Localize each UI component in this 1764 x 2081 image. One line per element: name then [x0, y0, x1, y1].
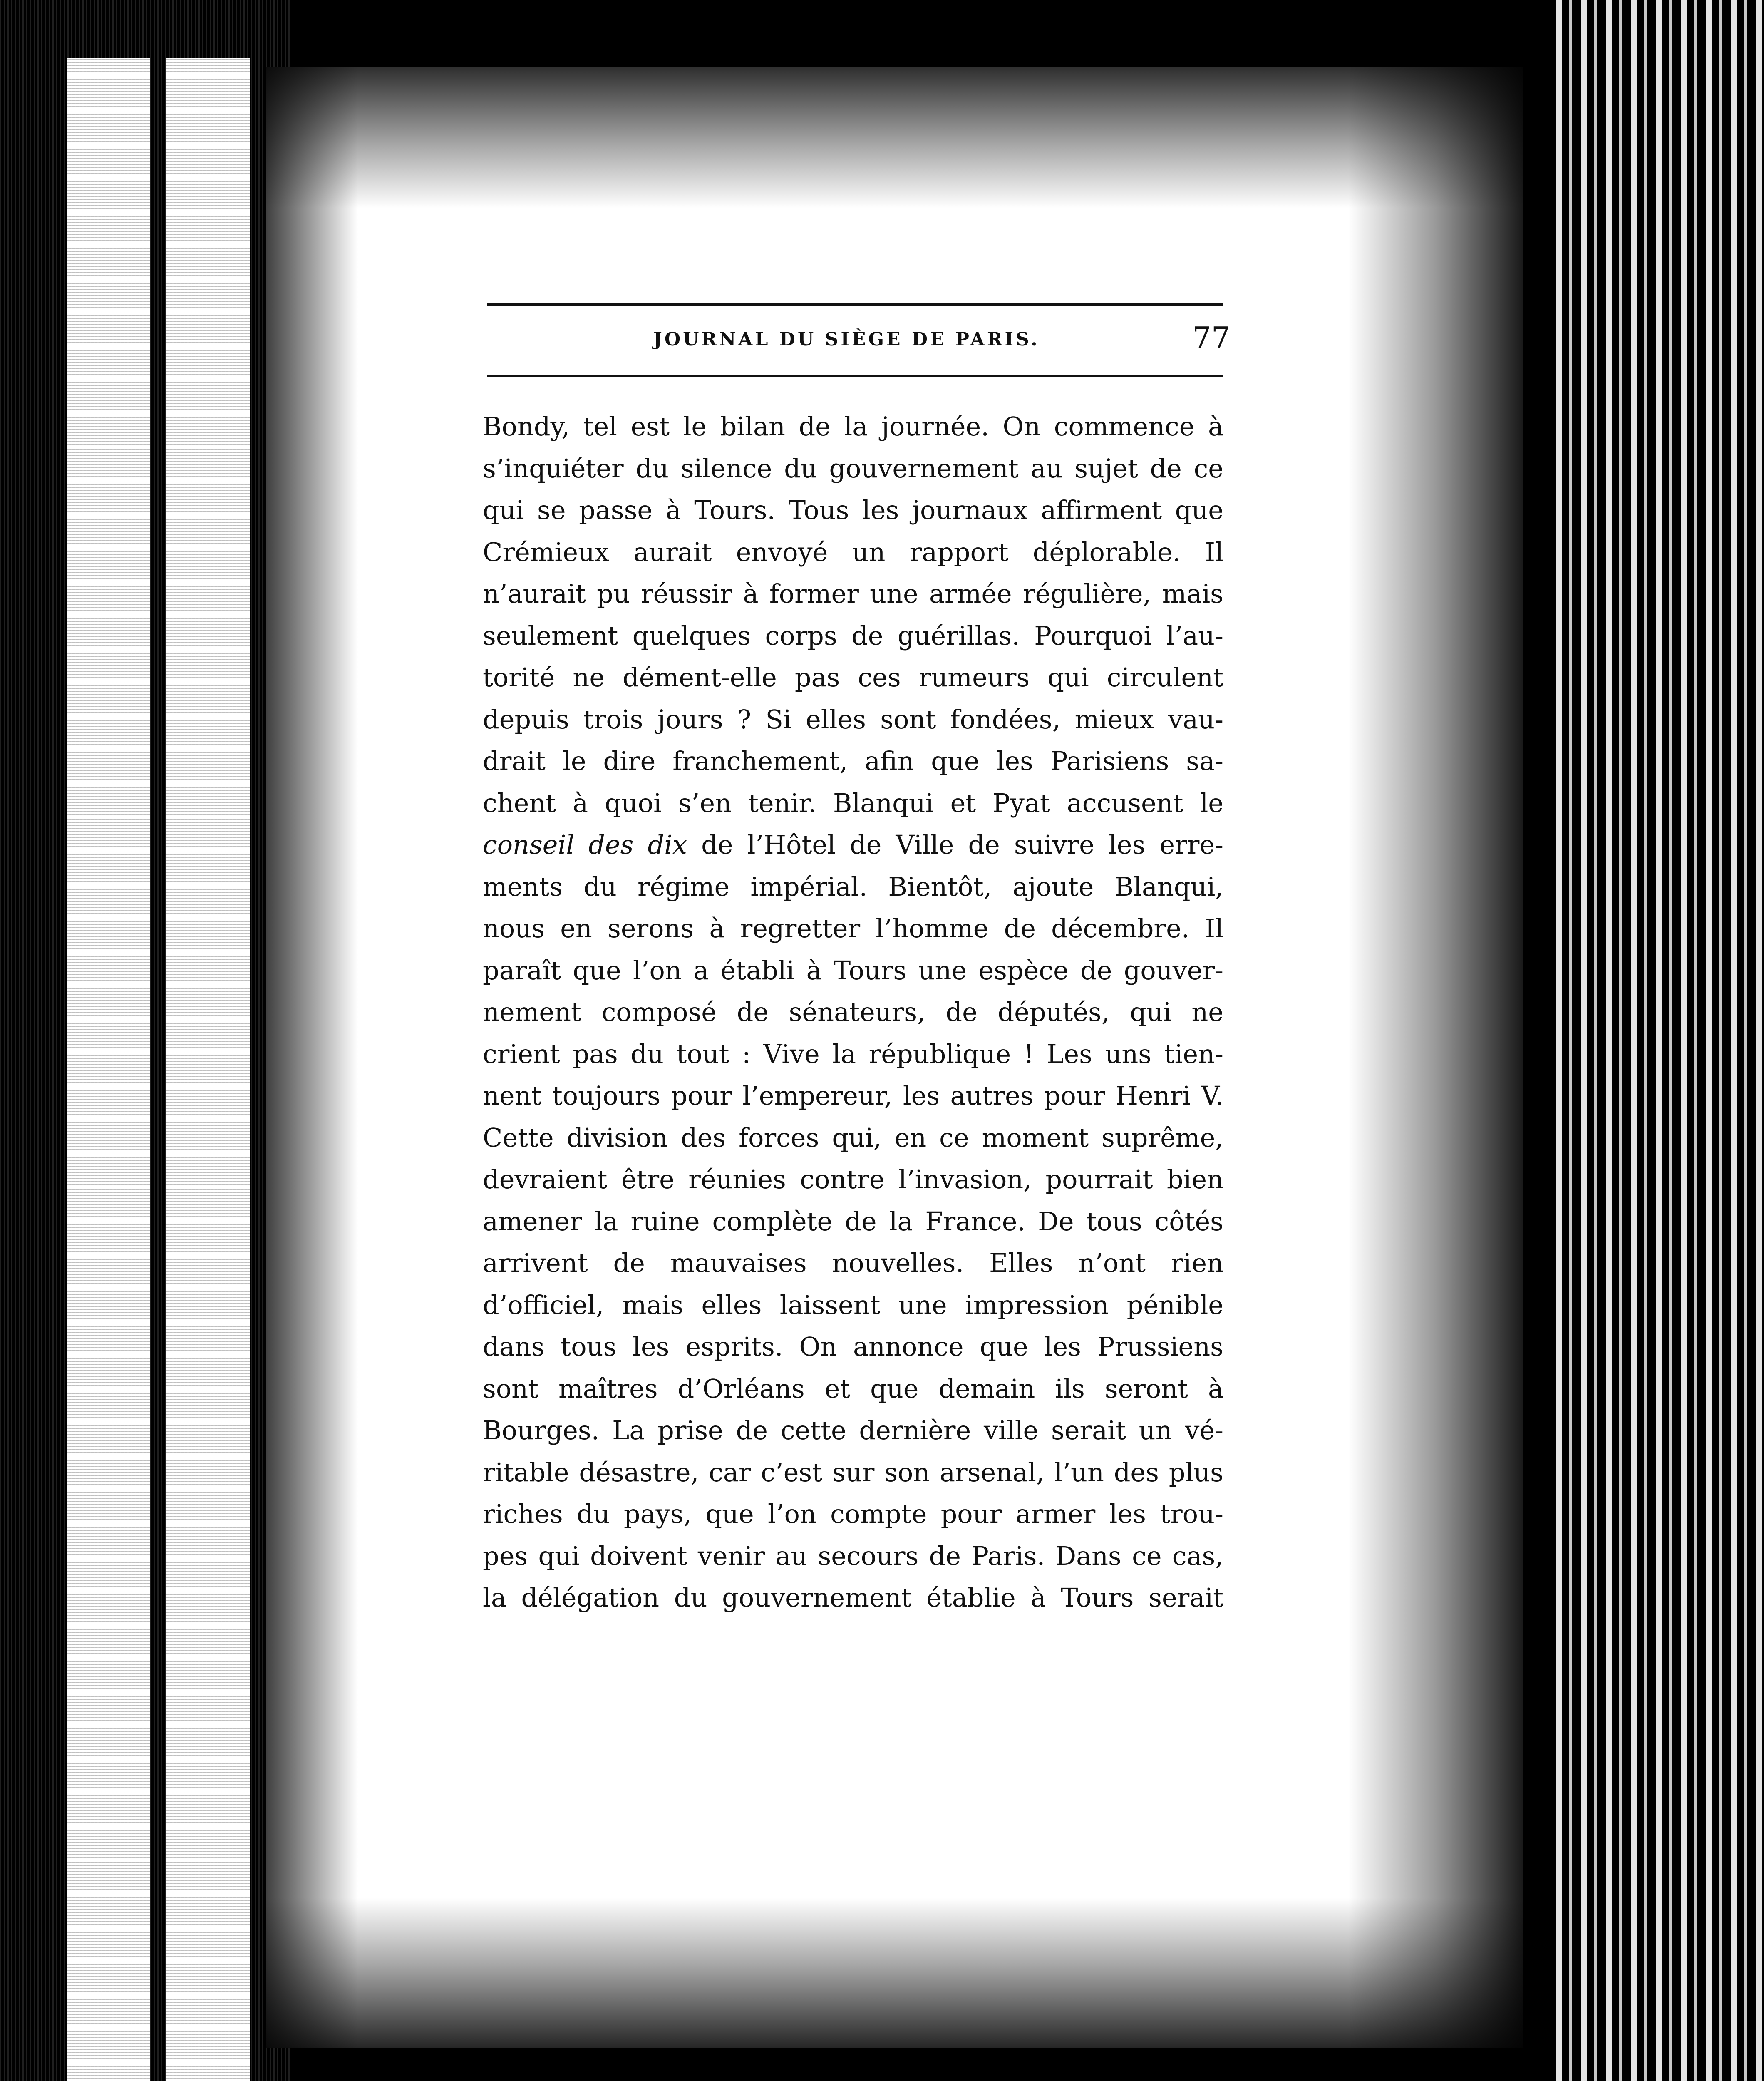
- text-line: devraient être réunies contre l’invasion, pourrait bien: [483, 1164, 1223, 1194]
- text-line: seulement quelques corps de guérillas. Pourquoi l’au-: [483, 620, 1223, 651]
- text-line: la délégation du gouvernement établie à Tours serait: [483, 1582, 1223, 1613]
- header-rule-bottom: [487, 375, 1223, 377]
- text-line: dans tous les esprits. On annonce que les Prussiens: [483, 1331, 1223, 1362]
- text-line: crient pas du tout : Vive la république ! Les uns tien-: [483, 1038, 1223, 1069]
- text-line: chent à quoi s’en tenir. Blanqui et Pyat accusent le: [483, 787, 1223, 818]
- text-line: s’inquiéter du silence du gouvernement au sujet de ce: [483, 453, 1223, 484]
- text-line: ments du régime impérial. Bientôt, ajoute Blanqui,: [483, 871, 1223, 902]
- running-head: JOURNAL DU SIÈGE DE PARIS.: [653, 329, 1040, 350]
- text-line: nous en serons à regretter l’homme de décembre. Il: [483, 913, 1223, 944]
- text-line: qui se passe à Tours. Tous les journaux affirment que: [483, 495, 1223, 525]
- text-line: [483, 824, 1223, 866]
- text-line: nent toujours pour l’empereur, les autres pour Henri V.: [483, 1080, 1223, 1111]
- text-line: ritable désastre, car c’est sur son arsenal, l’un des plus: [483, 1457, 1223, 1487]
- text-line: paraît que l’on a établi à Tours une espèce de gouver-: [483, 955, 1223, 986]
- text-line: Bondy, tel est le bilan de la journée. On commence à: [483, 411, 1223, 442]
- binding-edge-band: [166, 58, 250, 2081]
- text-line: n’aurait pu réussir à former une armée régulière, mais: [483, 579, 1223, 609]
- text-line: Bourges. La prise de cette dernière ville serait un vé-: [483, 1415, 1223, 1445]
- text-line: nement composé de sénateurs, de députés, qui ne: [483, 997, 1223, 1027]
- text-line: sont maîtres d’Orléans et que demain ils seront à: [483, 1373, 1223, 1404]
- scan-shadow: [266, 67, 1523, 208]
- page-number: 77: [1192, 320, 1231, 355]
- text-line: Cette division des forces qui, en ce moment suprême,: [483, 1122, 1223, 1153]
- text-line: depuis trois jours ? Si elles sont fondées, mieux vau-: [483, 704, 1223, 735]
- text-line-rest: de l’Hôtel de Ville de suivre les erre-: [687, 829, 1223, 860]
- italic-phrase: conseil des dix: [483, 829, 687, 860]
- text-line: d’officiel, mais elles laissent une impression pénible: [483, 1289, 1223, 1320]
- text-line: torité ne dément-elle pas ces rumeurs qui circulent: [483, 662, 1223, 693]
- text-line: drait le dire franchement, afin que les Parisiens sa-: [483, 746, 1223, 776]
- text-line: amener la ruine complète de la France. De tous côtés: [483, 1206, 1223, 1237]
- binding-edge-band: [67, 58, 150, 2081]
- body-text: [483, 406, 1223, 1619]
- text-line: riches du pays, que l’on compte pour armer les trou-: [483, 1499, 1223, 1529]
- header-rule-top: [487, 303, 1223, 306]
- text-line: arrivent de mauvaises nouvelles. Elles n’ont rien: [483, 1248, 1223, 1278]
- page-edges: [1556, 0, 1764, 2081]
- scan-shadow: [1348, 67, 1523, 2048]
- scan-shadow: [266, 1898, 1523, 2048]
- text-line: Crémieux aurait envoyé un rapport déplorable. Il: [483, 536, 1223, 567]
- scan-shadow: [266, 67, 358, 2048]
- text-line: pes qui doivent venir au secours de Paris. Dans ce cas,: [483, 1540, 1223, 1571]
